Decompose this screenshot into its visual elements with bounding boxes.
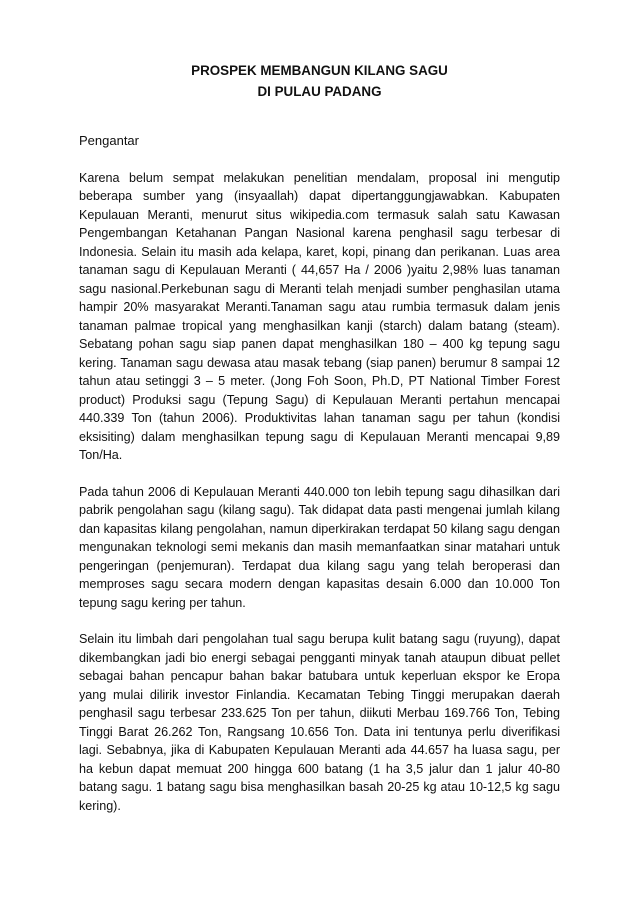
title-block [79, 60, 560, 102]
document-title-line-2: DI PULAU PADANG [257, 84, 382, 99]
paragraph-1: Karena belum sempat melakukan penelitian mendalam, proposal ini mengutip beberapa sumber yang (insyaallah) dapat dipertanggungjawabkan. Kabupaten Kepulauan Meranti, menurut situs wikipedia.com termasuk salah satu Kawasan Pengembangan Ketahanan Pangan Nasional karena penghasil sagu terbesar di Indonesia. Selain itu masih ada kelapa, karet, kopi, pinang dan perikanan. Luas area tanaman sagu di Kepulauan Meranti ( 44,657 Ha / 2006 )yaitu 2,98% luas tanaman sagu nasional.Perkebunan sagu di Meranti telah menjadi sumber penghasilan utama hampir 20% masyarakat Meranti.Tanaman sagu atau rumbia termasuk dalam jenis tanaman palmae tropical yang menghasilkan kanji (starch) dalam batang (steam). Sebatang pohan sagu siap panen dapat menghasilkan 180 – 400 kg tepung sagu kering. Tanaman sagu dewasa atau masak tebang (siap panen) berumur 8 sampai 12 tahun atau setinggi 3 – 5 meter. (Jong Foh Soon, Ph.D, PT National Timber Forest product) Produksi sagu (Tepung Sagu) di Kepulauan Meranti pertahun mencapai 440.339 Ton (tahun 2006). Produktivitas lahan tanaman sagu per tahun (kondisi eksisiting) dalam menghasilkan tepung sagu di Kepulauan Meranti mencapai 9,89 Ton/Ha. [79, 170, 560, 462]
document-title-line-1: PROSPEK MEMBANGUN KILANG SAGU [191, 63, 448, 78]
paragraph-2: Pada tahun 2006 di Kepulauan Meranti 440.000 ton lebih tepung sagu dihasilkan dari pabrik pengolahan sagu (kilang sagu). Tak didapat data pasti mengenai jumlah kilang dan kapasitas kilang pengolahan, namun diperkirakan terdapat 50 kilang sagu dengan mengunakan teknologi semi mekanis dan masih memanfaatkan sinar matahari untuk pengeringan (penjemuran). Terdapat dua kilang sagu yang telah beroperasi dan memproses sagu secara modern dengan kapasitas desain 6.000 dan 10.000 Ton tepung sagu kering per tahun. [79, 484, 560, 610]
paragraph-3: Selain itu limbah dari pengolahan tual sagu berupa kulit batang sagu (ruyung), dapat dikembangkan jadi bio energi sebagai pengganti minyak tanah ataupun dibuat pellet sebagai bahan pencapur bahan bakar batubara untuk keperluan ekspor ke Eropa yang mulai dilirik investor Finlandia. Kecamatan Tebing Tinggi merupakan daerah penghasil sagu terbesar 233.625 Ton per tahun, diikuti Merbau 169.766 Ton, Tebing Tinggi Barat 26.262 Ton, Rangsang 10.656 Ton. Data ini tentunya perlu diverifikasi lagi. Sebabnya, jika di Kabupaten Kepulauan Meranti ada 44.657 ha luasa sagu, per ha kebun dapat memuat 200 hingga 600 batang (1 ha 3,5 jalur dan 1 jalur 40-80 batang sagu. 1 batang sagu bisa menghasilkan basah 20-25 kg atau 10-12,5 kg sagu kering). [79, 632, 560, 813]
section-label-pengantar: Pengantar [79, 133, 139, 148]
